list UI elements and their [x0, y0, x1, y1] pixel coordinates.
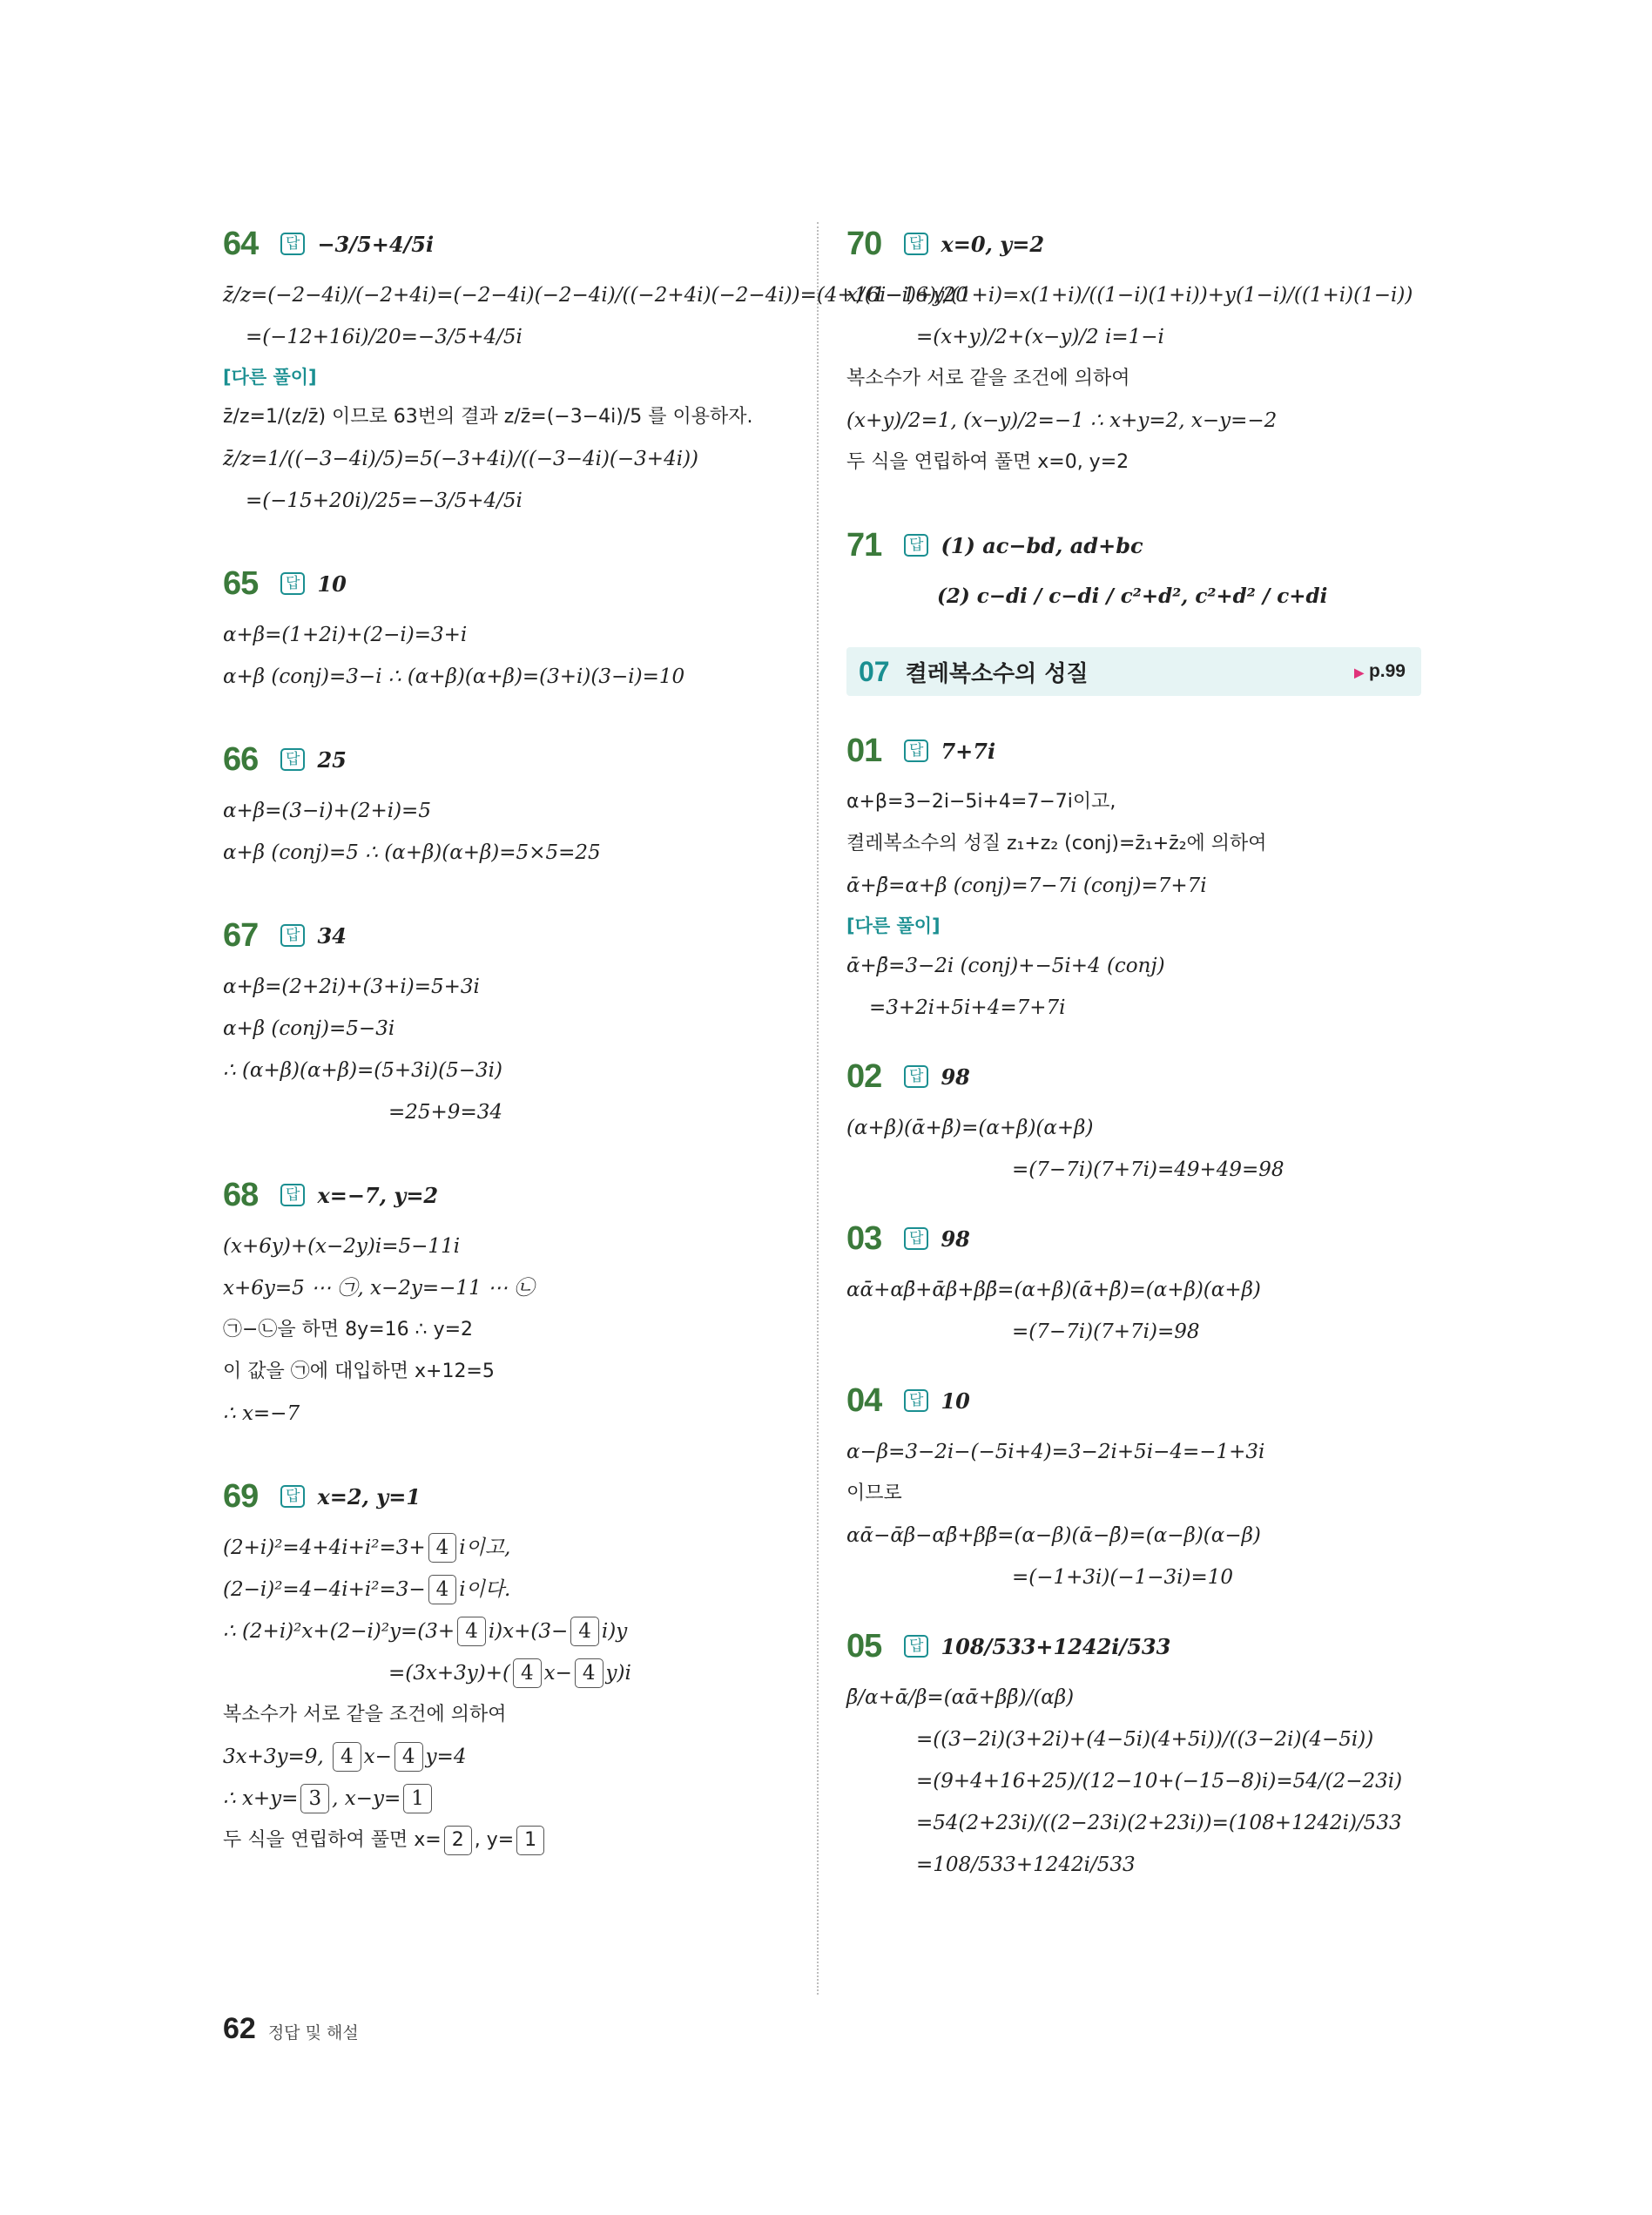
problem-number: 71	[846, 526, 882, 564]
page-number: 62	[223, 2012, 256, 2045]
solution-line: 이므로	[846, 1482, 902, 1504]
fill-box: 2	[444, 1826, 472, 1855]
fill-box: 4	[513, 1658, 542, 1688]
problem-number: 02	[846, 1057, 882, 1095]
solution-line: α+β=(2+2i)+(3+i)=5+3i	[223, 976, 480, 998]
problem-02	[846, 1046, 1421, 1191]
solution-line: α+β (conj)=5−3i	[223, 1017, 395, 1040]
answer-badge: 답	[904, 1635, 928, 1658]
solution-line: z̄/z=1/(z/z̄) 이므로 63번의 결과 z/z̄=(−3−4i)/5 를 이용하자.	[223, 406, 753, 428]
solution-line: (x+y)/2=1, (x−y)/2=−1 ∴ x+y=2, x−y=−2	[846, 409, 1278, 432]
answer-badge: 답	[280, 572, 305, 595]
solution-line: αᾱ+αβ̄+ᾱβ+ββ̄=(α+β)(ᾱ+β̄)=(α+β)(α+β)	[846, 1279, 1261, 1301]
solution-line: =(7−7i)(7+7i)=98	[1012, 1320, 1200, 1343]
solution-line: α+β (conj)=3−i ∴ (α+β)(α+β)=(3+i)(3−i)=10	[223, 665, 685, 688]
column-divider	[817, 222, 819, 1995]
solution-line: (x+6y)+(x−2y)i=5−11i	[223, 1235, 461, 1258]
section-title: 켤레복소수의 성질	[905, 660, 1089, 687]
solution-line: =54(2+23i)/((2−23i)(2+23i))=(108+1242i)/533	[916, 1812, 1402, 1834]
footer-text: 정답 및 해설	[267, 2023, 359, 2043]
solution-line: 이 값을 ㉠에 대입하면 x+12=5	[223, 1361, 495, 1382]
problem-number: 05	[846, 1627, 882, 1665]
answer-badge: 답	[280, 748, 305, 771]
answer-text: x=0, y=2	[941, 231, 1045, 257]
answer-text: 98	[941, 1064, 970, 1090]
problem-69	[223, 1466, 798, 1861]
solution-line: ∴ (α+β)(α+β)=(5+3i)(5−3i)	[223, 1059, 502, 1082]
alt-solution-label: [다른 풀이]	[223, 367, 317, 388]
solution-line: =25+9=34	[388, 1101, 502, 1124]
problem-number: 67	[223, 916, 259, 954]
solution-line: 두 식을 연립하여 풀면 x= 2 , y= 1	[223, 1820, 798, 1861]
solution-line: α+β=(1+2i)+(2−i)=3+i	[223, 624, 468, 646]
fill-box: 4	[457, 1617, 486, 1646]
solution-line: ∴ x=−7	[223, 1402, 300, 1425]
fill-box: 4	[394, 1742, 423, 1772]
fill-box: 4	[428, 1575, 457, 1604]
page-footer	[223, 2012, 359, 2046]
problem-70	[846, 213, 1421, 483]
solution-line: =(−15+20i)/25=−3/5+4/5i	[246, 490, 523, 512]
solution-line: ᾱ+β̄=3−2i (conj)+−5i+4 (conj)	[846, 955, 1165, 977]
problem-05	[846, 1616, 1421, 1886]
problem-number: 65	[223, 564, 259, 602]
answer-badge: 답	[904, 739, 928, 762]
answer-text: x=2, y=1	[317, 1483, 421, 1509]
solution-line: ∴ (2+i)²x+(2−i)²y=(3+ 4 i)x+(3− 4 i)y	[223, 1611, 798, 1652]
problem-66	[223, 729, 798, 874]
answer-text: 108/533+1242i/533	[941, 1633, 1171, 1659]
solution-line: (α+β)(ᾱ+β̄)=(α+β)(α+β)	[846, 1117, 1094, 1139]
solution-line: α+β (conj)=5 ∴ (α+β)(α+β)=5×5=25	[223, 841, 601, 864]
problem-01	[846, 720, 1421, 1029]
answer-badge: 답	[280, 233, 305, 255]
fill-box: 1	[516, 1826, 544, 1855]
solution-line: β̄/α+ᾱ/β=(αᾱ+ββ̄)/(αβ)	[846, 1686, 1075, 1709]
solution-line: (2+i)²=4+4i+i²=3+ 4 i이고,	[223, 1527, 798, 1569]
problem-number: 01	[846, 732, 882, 769]
answer-badge: 답	[904, 1065, 928, 1088]
answer-text: 98	[941, 1226, 970, 1252]
answer-badge: 답	[904, 233, 928, 255]
problem-65	[223, 553, 798, 698]
answer-text: (2) c−di / c−di / c²+d², c²+d² / c+di	[937, 584, 1328, 608]
fill-box: 4	[570, 1617, 599, 1646]
solution-line: α−β=3−2i−(−5i+4)=3−2i+5i−4=−1+3i	[846, 1441, 1265, 1463]
section-number: 07	[859, 655, 890, 687]
solution-line: x/(1−i)+y/(1+i)=x(1+i)/((1−i)(1+i))+y(1−i)/((1+i)(1−i))	[846, 284, 1413, 307]
problem-03	[846, 1208, 1421, 1353]
answer-text: 34	[317, 922, 347, 949]
answer-badge: 답	[904, 1389, 928, 1412]
fill-box: 4	[575, 1658, 603, 1688]
answer-text: 25	[317, 746, 347, 773]
answer-text: x=−7, y=2	[317, 1182, 439, 1208]
triangle-icon: ▶	[1354, 665, 1364, 679]
fill-box: 3	[300, 1784, 329, 1813]
solution-line: =((3−2i)(3+2i)+(4−5i)(4+5i))/((3−2i)(4−5i))	[916, 1728, 1374, 1751]
fill-box: 4	[333, 1742, 361, 1772]
solution-line: =(7−7i)(7+7i)=49+49=98	[1012, 1158, 1285, 1181]
right-column	[846, 213, 1421, 1886]
solution-line: z̄/z=1/((−3−4i)/5)=5(−3+4i)/((−3−4i)(−3+4i))	[223, 448, 699, 470]
section-page-ref: ▶ p.99	[1354, 661, 1406, 681]
solution-line: =3+2i+5i+4=7+7i	[869, 996, 1066, 1019]
solution-line: ∴ x+y= 3 , x−y= 1	[223, 1778, 798, 1820]
problem-number: 68	[223, 1176, 259, 1213]
answer-badge: 답	[280, 1485, 305, 1508]
fill-box: 1	[403, 1784, 432, 1813]
problem-04	[846, 1370, 1421, 1598]
problem-67	[223, 905, 798, 1133]
answer-badge: 답	[280, 924, 305, 947]
answer-text: −3/5+4/5i	[317, 231, 435, 257]
solution-line: =(−12+16i)/20=−3/5+4/5i	[246, 326, 523, 348]
problem-68	[223, 1165, 798, 1435]
solution-line: x+6y=5 ⋯ ㉠, x−2y=−11 ⋯ ㉡	[223, 1277, 535, 1300]
alt-solution-label: [다른 풀이]	[846, 915, 941, 936]
solution-line: =(x+y)/2+(x−y)/2 i=1−i	[916, 326, 1164, 348]
answer-text: 7+7i	[941, 738, 996, 764]
problem-number: 04	[846, 1381, 882, 1419]
answer-text: 10	[941, 1388, 970, 1414]
solution-line: (2−i)²=4−4i+i²=3− 4 i이다.	[223, 1569, 798, 1611]
solution-line: 복소수가 서로 같을 조건에 의하여	[223, 1704, 507, 1725]
section-header	[846, 647, 1421, 696]
answer-badge: 답	[280, 1184, 305, 1206]
solution-line: =(−1+3i)(−1−3i)=10	[1012, 1566, 1234, 1589]
answer-text: (1) ac−bd, ad+bc	[941, 532, 1143, 558]
solution-line: 켤레복소수의 성질 z₁+z₂ (conj)=z̄₁+z̄₂에 의하여	[846, 833, 1267, 854]
solution-line: =(9+4+16+25)/(12−10+(−15−8)i)=54/(2−23i)	[916, 1770, 1403, 1793]
problem-number: 66	[223, 740, 259, 778]
problem-number: 64	[223, 225, 259, 262]
solution-line: ㉠−㉡을 하면 8y=16 ∴ y=2	[223, 1319, 474, 1340]
problem-number: 70	[846, 225, 882, 262]
problem-number: 03	[846, 1219, 882, 1257]
problem-number: 69	[223, 1477, 259, 1515]
solution-line: α+β=3−2i−5i+4=7−7i이고,	[846, 791, 1116, 813]
answer-badge: 답	[904, 534, 928, 557]
answer-badge: 답	[904, 1227, 928, 1250]
solution-line: 3x+3y=9, 4 x− 4 y=4	[223, 1736, 798, 1778]
solution-line: z̄/z=(−2−4i)/(−2+4i)=(−2−4i)(−2−4i)/((−2+4i)(−2−4i))=(4+16i−16)/20	[223, 284, 968, 307]
solution-line: αᾱ−ᾱβ−αβ̄+ββ̄=(α−β)(ᾱ−β̄)=(α−β)(α−β)	[846, 1524, 1261, 1547]
solution-line: ᾱ+β̄=α+β (conj)=7−7i (conj)=7+7i	[846, 875, 1207, 897]
answer-text: 10	[317, 571, 347, 597]
fill-box: 4	[428, 1533, 457, 1563]
solution-line: =(3x+3y)+( 4 x− 4 y)i	[223, 1652, 798, 1694]
problem-71	[846, 515, 1421, 618]
solution-line: =108/533+1242i/533	[916, 1854, 1136, 1876]
solution-line: 두 식을 연립하여 풀면 x=0, y=2	[846, 451, 1129, 473]
solution-line: 복소수가 서로 같을 조건에 의하여	[846, 368, 1130, 389]
solution-line: α+β=(3−i)+(2+i)=5	[223, 800, 431, 822]
